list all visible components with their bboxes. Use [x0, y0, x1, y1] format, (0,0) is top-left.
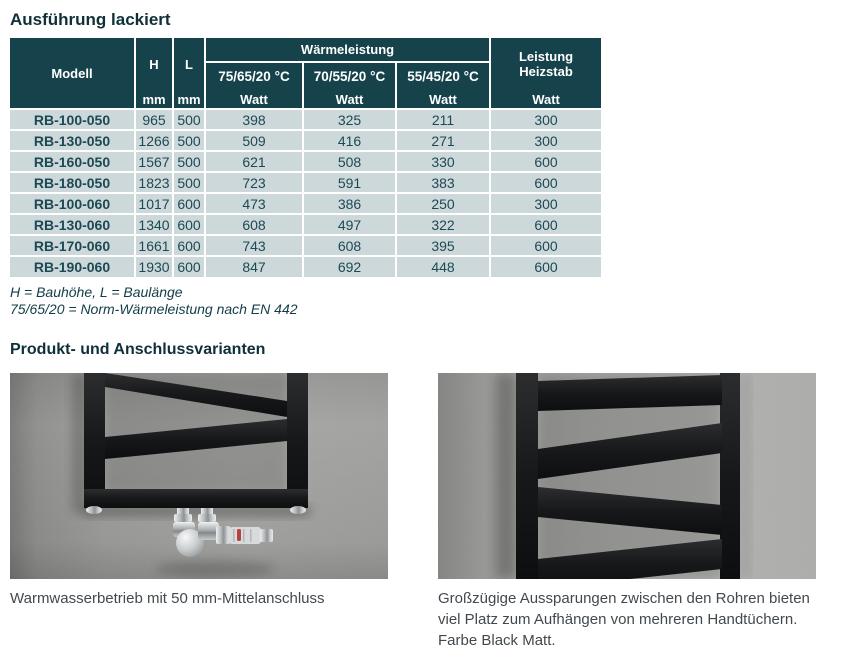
value-cell: 1930 [135, 256, 173, 277]
value-cell: 448 [396, 256, 490, 277]
value-cell: 692 [303, 256, 396, 277]
value-cell: 300 [490, 193, 601, 214]
value-cell: 300 [490, 130, 601, 151]
header-temp-70-55-20: 70/55/20 °C [303, 62, 396, 90]
spec-table [10, 38, 601, 277]
table-row [10, 256, 601, 277]
footnote-abbreviations: H = Bauhöhe, L = Baulänge [10, 284, 183, 300]
value-cell: 398 [205, 109, 303, 130]
section-title: Produkt- und Anschlussvarianten [10, 341, 266, 358]
value-cell: 330 [396, 151, 490, 172]
value-cell: 600 [490, 214, 601, 235]
value-cell: 1661 [135, 235, 173, 256]
value-cell: 211 [396, 109, 490, 130]
caption-aussparungen: Großzügige Aussparungen zwischen den Rohren bieten viel Platz zum Aufhängen von mehreren Handtüchern. Farbe Black Matt. [438, 590, 810, 649]
value-cell: 271 [396, 130, 490, 151]
header-waermeleistung: Wärmeleistung [205, 38, 490, 62]
value-cell: 300 [490, 109, 601, 130]
model-cell: RB-130-050 [10, 130, 135, 151]
table-row [10, 235, 601, 256]
value-cell: 508 [303, 151, 396, 172]
header-temp-75-65-20: 75/65/20 °C [205, 62, 303, 90]
header-watt-1: Watt [205, 90, 303, 109]
model-cell: RB-180-050 [10, 172, 135, 193]
value-cell: 600 [490, 235, 601, 256]
model-cell: RB-100-060 [10, 193, 135, 214]
value-cell: 608 [205, 214, 303, 235]
value-cell: 723 [205, 172, 303, 193]
value-cell: 325 [303, 109, 396, 130]
value-cell: 600 [490, 172, 601, 193]
photo-radiator-bottom-valves [10, 373, 388, 579]
value-cell: 600 [173, 235, 205, 256]
model-cell: RB-160-050 [10, 151, 135, 172]
value-cell: 1266 [135, 130, 173, 151]
header-watt-3: Watt [396, 90, 490, 109]
value-cell: 1340 [135, 214, 173, 235]
value-cell: 965 [135, 109, 173, 130]
table-row [10, 109, 601, 130]
footnotes [10, 284, 843, 318]
header-h: H [135, 38, 173, 90]
footnote-norm: 75/65/20 = Norm-Wärmeleistung nach EN 442 [10, 301, 298, 317]
caption-warmwater: Warmwasserbetrieb mit 50 mm-Mittelanschluss [10, 590, 325, 607]
model-cell: RB-100-050 [10, 109, 135, 130]
value-cell: 250 [396, 193, 490, 214]
table-row [10, 130, 601, 151]
model-cell: RB-190-060 [10, 256, 135, 277]
figure-zigzag-detail [438, 373, 816, 651]
header-l-unit-mm: mm [173, 90, 205, 109]
header-modell: Modell [10, 38, 135, 109]
value-cell: 743 [205, 235, 303, 256]
header-l: L [173, 38, 205, 90]
photo-radiator-zigzag [438, 373, 816, 579]
value-cell: 500 [173, 172, 205, 193]
header-h-unit-mm: mm [135, 90, 173, 109]
spec-table-header [10, 38, 601, 109]
table-row [10, 193, 601, 214]
header-temp-55-45-20: 55/45/20 °C [396, 62, 490, 90]
figure-caption-right [438, 588, 816, 651]
value-cell: 600 [173, 214, 205, 235]
value-cell: 591 [303, 172, 396, 193]
value-cell: 473 [205, 193, 303, 214]
value-cell: 600 [173, 193, 205, 214]
table-row [10, 172, 601, 193]
value-cell: 1823 [135, 172, 173, 193]
radiator-bottom-illustration [10, 373, 388, 579]
spec-table-body [10, 109, 601, 277]
value-cell: 600 [173, 256, 205, 277]
value-cell: 509 [205, 130, 303, 151]
table-row [10, 151, 601, 172]
model-cell: RB-130-060 [10, 214, 135, 235]
table-row [10, 214, 601, 235]
value-cell: 608 [303, 235, 396, 256]
page-title: Ausführung lackiert [10, 10, 171, 29]
header-leistung-heizstab: Leistung Heizstab [490, 38, 601, 90]
value-cell: 386 [303, 193, 396, 214]
figures-row [10, 373, 843, 651]
radiator-zigzag-illustration [438, 373, 816, 579]
value-cell: 500 [173, 151, 205, 172]
value-cell: 600 [490, 151, 601, 172]
value-cell: 847 [205, 256, 303, 277]
figure-warmwater-connection [10, 373, 388, 651]
value-cell: 600 [490, 256, 601, 277]
value-cell: 497 [303, 214, 396, 235]
value-cell: 322 [396, 214, 490, 235]
header-watt-2: Watt [303, 90, 396, 109]
value-cell: 500 [173, 109, 205, 130]
value-cell: 1567 [135, 151, 173, 172]
value-cell: 621 [205, 151, 303, 172]
value-cell: 500 [173, 130, 205, 151]
model-cell: RB-170-060 [10, 235, 135, 256]
header-watt-heizstab: Watt [490, 90, 601, 109]
value-cell: 383 [396, 172, 490, 193]
figure-caption-left [10, 588, 388, 609]
value-cell: 395 [396, 235, 490, 256]
value-cell: 1017 [135, 193, 173, 214]
value-cell: 416 [303, 130, 396, 151]
